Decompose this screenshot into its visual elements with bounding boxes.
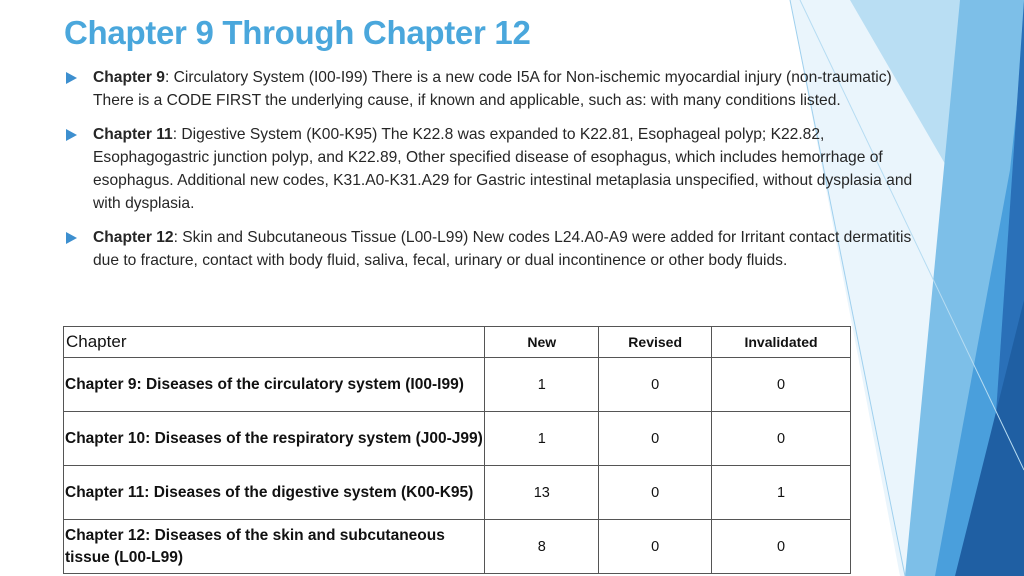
table-row <box>64 520 851 574</box>
table-row <box>64 412 851 466</box>
cell-chapter: Chapter 11: Diseases of the digestive system (K00-K95) <box>64 466 485 520</box>
cell-revised: 0 <box>599 358 712 412</box>
cell-chapter: Chapter 12: Diseases of the skin and subcutaneous tissue (L00-L99) <box>64 520 485 574</box>
bullet-chapter-9 <box>66 66 916 112</box>
cell-invalidated: 0 <box>712 412 851 466</box>
bullet-chapter-label: Chapter 9 <box>93 69 165 86</box>
cell-revised: 0 <box>599 520 712 574</box>
table-header-row <box>64 327 851 358</box>
table-row <box>64 466 851 520</box>
cell-chapter: Chapter 10: Diseases of the respiratory system (J00-J99) <box>64 412 485 466</box>
cell-new: 1 <box>485 412 599 466</box>
bullet-arrow-icon <box>66 129 77 141</box>
cell-revised: 0 <box>599 412 712 466</box>
cell-new: 13 <box>485 466 599 520</box>
header-invalidated: Invalidated <box>712 327 851 358</box>
bullet-list <box>66 66 916 283</box>
code-changes-table <box>63 326 851 574</box>
bullet-text: : Circulatory System (I00-I99) There is a new code I5A for Non-ischemic myocardial injury (non-traumatic) There is a CODE FIRST the underlying cause, if known and applicable, such as: with many conditions listed. <box>93 69 892 109</box>
cell-revised: 0 <box>599 466 712 520</box>
cell-invalidated: 0 <box>712 358 851 412</box>
cell-invalidated: 0 <box>712 520 851 574</box>
header-chapter: Chapter <box>64 327 485 358</box>
cell-invalidated: 1 <box>712 466 851 520</box>
bullet-chapter-label: Chapter 12 <box>93 229 174 246</box>
table-row <box>64 358 851 412</box>
bullet-arrow-icon <box>66 232 77 244</box>
header-new: New <box>485 327 599 358</box>
cell-new: 1 <box>485 358 599 412</box>
bullet-chapter-11 <box>66 123 916 215</box>
slide-title: Chapter 9 Through Chapter 12 <box>64 14 531 51</box>
header-revised: Revised <box>599 327 712 358</box>
bullet-chapter-label: Chapter 11 <box>93 126 173 143</box>
bullet-chapter-12 <box>66 226 916 272</box>
bullet-arrow-icon <box>66 72 77 84</box>
bullet-text: : Digestive System (K00-K95) The K22.8 was expanded to K22.81, Esophageal polyp; K22.82, Esophagogastric junction polyp, and K22.89, Other specified disease of esophagus, which includes hemorrhage of esophagus. Additional new codes, K31.A0-K31.A29 for Gastric intestinal metaplasia unspecified, without dysplasia and with dysplasia. <box>93 126 913 212</box>
cell-new: 8 <box>485 520 599 574</box>
cell-chapter: Chapter 9: Diseases of the circulatory system (I00-I99) <box>64 358 485 412</box>
bullet-text: : Skin and Subcutaneous Tissue (L00-L99) New codes L24.A0-A9 were added for Irritant contact dermatitis due to fracture, contact with body fluid, saliva, fecal, urinary or dual incontinence or other body fluids. <box>93 229 912 269</box>
